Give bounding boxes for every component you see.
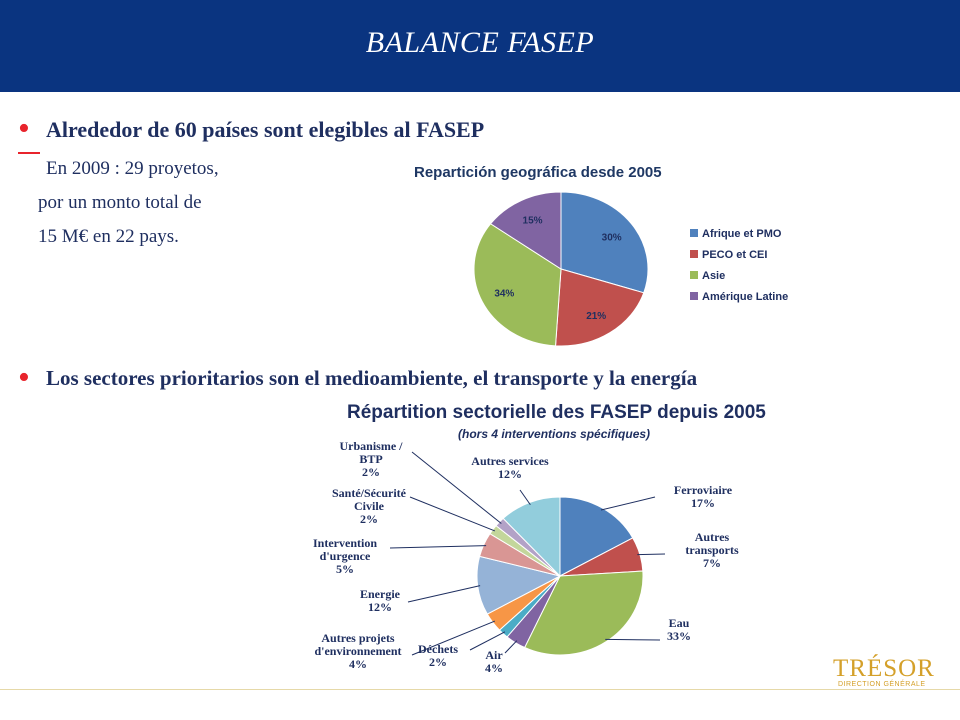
pie1-label-afrique-et-pmo: 30%: [601, 232, 622, 244]
pie2-leader-energie: [408, 586, 480, 602]
pie2-leader-sante-securite-civile: [410, 497, 495, 531]
pie2-leader-autres-transports: [637, 554, 665, 555]
pie1-label-asie: 34%: [494, 288, 515, 300]
pie2-leader-eau: [605, 639, 660, 640]
pie2-label-intervention-d-urgence: Intervention d'urgence 5%: [313, 536, 377, 576]
pie2-leader-air: [505, 641, 517, 653]
bullet-dot-icon: •: [18, 110, 30, 147]
pie2-leader-autres-services: [520, 490, 530, 505]
pie2-label-autres-transports: Autres transports 7%: [685, 530, 739, 570]
pie1-legend-swatch-asie: [690, 271, 698, 279]
tresor-logo: TRÉSOR: [833, 655, 935, 682]
bullet-dot-icon: •: [18, 359, 30, 396]
sub-line-3: 15 M€ en 22 pays.: [38, 226, 179, 247]
pie2-subtitle: (hors 4 interventions spécifiques): [458, 427, 651, 441]
pie1-legend-swatch-peco-et-cei: [690, 250, 698, 258]
pie1-legend-asie: Asie: [702, 270, 726, 282]
pie2-label-dechets: Déchets 2%: [418, 642, 458, 669]
pie1-title: Repartición geográfica desde 2005: [414, 164, 662, 181]
pie1-slices: [474, 192, 648, 346]
pie2-label-sante-securite-civile: Santé/Sécurité Civile 2%: [332, 486, 406, 526]
pie2-label-air: Air 4%: [485, 648, 503, 675]
pie2-label-autres-services: Autres services 12%: [471, 454, 549, 481]
bullet-1-text: Alrededor de 60 países sont elegibles al FASEP: [46, 117, 485, 142]
pie2-label-autres-projets-d-environnement: Autres projets d'environnement 4%: [314, 631, 402, 671]
pie1-legend-afrique-et-pmo: Afrique et PMO: [702, 228, 782, 240]
tresor-logo-subtitle: DIRECTION GÉNÉRALE: [838, 681, 926, 688]
footer-divider: [0, 689, 960, 690]
pie2-label-ferroviaire: Ferroviaire 17%: [673, 483, 733, 510]
pie2-title: Répartition sectorielle des FASEP depuis 2005: [347, 402, 766, 423]
pie2-slices: [477, 497, 643, 655]
pie1-legend-swatch-amerique-latine: [690, 292, 698, 300]
slide-title: BALANCE FASEP: [365, 26, 595, 59]
pie2-leader-intervention-d-urgence: [390, 546, 486, 548]
sub-line-2: por un monto total de: [38, 192, 202, 213]
pie2-leader-ferroviaire: [601, 497, 655, 510]
pie1-label-peco-et-cei: 21%: [586, 310, 607, 322]
sub-line-1: En 2009 : 29 proyetos,: [46, 158, 219, 179]
pie1-label-amerique-latine: 15%: [522, 215, 543, 227]
pie1-legend-swatch-afrique-et-pmo: [690, 229, 698, 237]
pie1-legend: [690, 228, 788, 303]
pie2-label-energie: Energie 12%: [360, 587, 400, 614]
pie2-label-eau: Eau 33%: [667, 616, 691, 643]
bullet-2-text: Los sectores prioritarios son el medioambiente, el transporte y la energía: [46, 366, 698, 390]
pie2-label-urbanisme-btp: Urbanisme / BTP 2%: [339, 439, 403, 479]
pie1-legend-peco-et-cei: PECO et CEI: [702, 249, 768, 261]
pie1-legend-amerique-latine: Amérique Latine: [702, 291, 789, 303]
